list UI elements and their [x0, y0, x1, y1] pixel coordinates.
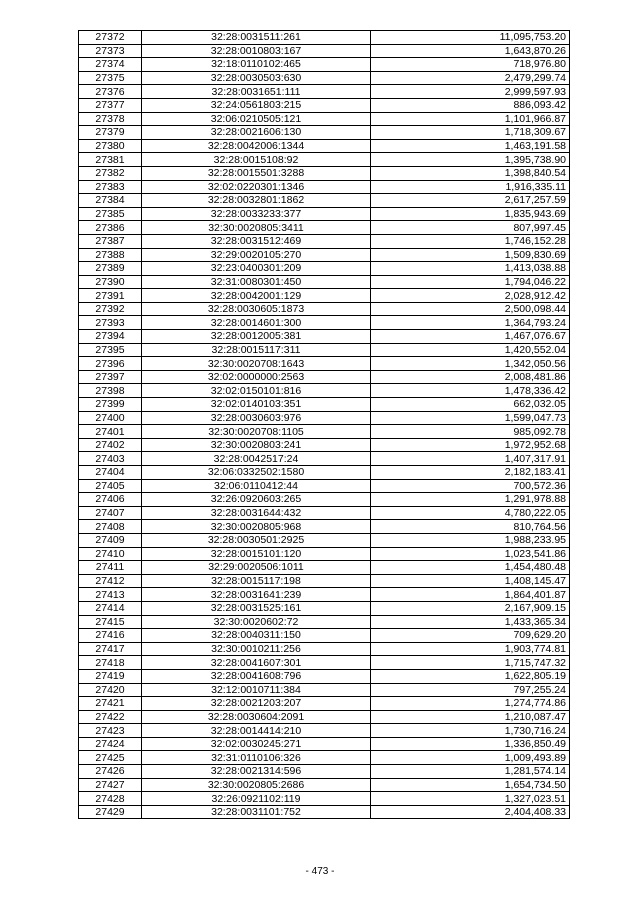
row-number-cell: 27404 — [79, 466, 142, 480]
table-row — [79, 438, 570, 452]
cadastral-value-cell: 1,746,152.28 — [371, 234, 570, 248]
row-number-cell: 27423 — [79, 724, 142, 738]
cadastral-number-cell: 32:28:0041607:301 — [142, 656, 371, 670]
table-row — [79, 629, 570, 643]
cadastral-number-cell: 32:02:0220301:1346 — [142, 180, 371, 194]
cadastral-number-cell: 32:24:0561803:215 — [142, 98, 371, 112]
table-row — [79, 642, 570, 656]
cadastral-value-cell: 1,210,087.47 — [371, 710, 570, 724]
cadastral-value-cell: 2,617,257.59 — [371, 194, 570, 208]
cadastral-number-cell: 32:28:0012005:381 — [142, 330, 371, 344]
table-row — [79, 248, 570, 262]
table-row — [79, 398, 570, 412]
table-row — [79, 302, 570, 316]
row-number-cell: 27389 — [79, 262, 142, 276]
row-number-cell: 27374 — [79, 58, 142, 72]
cadastral-number-cell: 32:28:0010803:167 — [142, 44, 371, 58]
table-row — [79, 615, 570, 629]
cadastral-number-cell: 32:28:0030605:1873 — [142, 302, 371, 316]
cadastral-value-cell: 1,509,830.69 — [371, 248, 570, 262]
cadastral-value-table — [78, 30, 570, 819]
row-number-cell: 27405 — [79, 479, 142, 493]
row-number-cell: 27403 — [79, 452, 142, 466]
row-number-cell: 27385 — [79, 207, 142, 221]
cadastral-value-cell: 1,467,076.67 — [371, 330, 570, 344]
table-row — [79, 669, 570, 683]
cadastral-number-cell: 32:30:0020805:968 — [142, 520, 371, 534]
cadastral-value-cell: 1,599,047.73 — [371, 411, 570, 425]
table-row — [79, 153, 570, 167]
cadastral-value-cell: 4,780,222.05 — [371, 506, 570, 520]
cadastral-number-cell: 32:06:0110412:44 — [142, 479, 371, 493]
cadastral-number-cell: 32:02:0140103:351 — [142, 398, 371, 412]
row-number-cell: 27380 — [79, 139, 142, 153]
cadastral-value-cell: 1,463,191.58 — [371, 139, 570, 153]
cadastral-number-cell: 32:31:0110106:326 — [142, 751, 371, 765]
table-row — [79, 262, 570, 276]
table-row — [79, 275, 570, 289]
cadastral-number-cell: 32:02:0150101:816 — [142, 384, 371, 398]
cadastral-value-cell: 1,291,978.88 — [371, 493, 570, 507]
cadastral-number-cell: 32:28:0030604:2091 — [142, 710, 371, 724]
row-number-cell: 27415 — [79, 615, 142, 629]
table-row — [79, 180, 570, 194]
table-body — [79, 31, 570, 819]
cadastral-value-cell: 1,413,038.88 — [371, 262, 570, 276]
row-number-cell: 27386 — [79, 221, 142, 235]
row-number-cell: 27414 — [79, 601, 142, 615]
cadastral-number-cell: 32:30:0020805:2686 — [142, 778, 371, 792]
cadastral-value-cell: 1,454,480.48 — [371, 561, 570, 575]
cadastral-value-cell: 2,167,909.15 — [371, 601, 570, 615]
cadastral-number-cell: 32:31:0080301:450 — [142, 275, 371, 289]
cadastral-value-cell: 1,730,716.24 — [371, 724, 570, 738]
row-number-cell: 27382 — [79, 166, 142, 180]
cadastral-value-cell: 1,395,738.90 — [371, 153, 570, 167]
cadastral-value-cell: 2,999,597.93 — [371, 85, 570, 99]
cadastral-value-cell: 1,478,336.42 — [371, 384, 570, 398]
row-number-cell: 27422 — [79, 710, 142, 724]
row-number-cell: 27398 — [79, 384, 142, 398]
cadastral-number-cell: 32:28:0030603:976 — [142, 411, 371, 425]
cadastral-value-cell: 1,988,233.95 — [371, 533, 570, 547]
cadastral-number-cell: 32:30:0010211:256 — [142, 642, 371, 656]
cadastral-number-cell: 32:26:0920603:265 — [142, 493, 371, 507]
row-number-cell: 27388 — [79, 248, 142, 262]
row-number-cell: 27412 — [79, 574, 142, 588]
row-number-cell: 27429 — [79, 805, 142, 819]
cadastral-value-cell: 797,255.24 — [371, 683, 570, 697]
row-number-cell: 27408 — [79, 520, 142, 534]
cadastral-number-cell: 32:29:0020105:270 — [142, 248, 371, 262]
cadastral-value-cell: 1,398,840.54 — [371, 166, 570, 180]
table-row — [79, 452, 570, 466]
table-row — [79, 166, 570, 180]
table-row — [79, 737, 570, 751]
table-row — [79, 588, 570, 602]
table-row — [79, 724, 570, 738]
cadastral-value-cell: 1,420,552.04 — [371, 343, 570, 357]
row-number-cell: 27391 — [79, 289, 142, 303]
cadastral-number-cell: 32:28:0031651:111 — [142, 85, 371, 99]
cadastral-value-cell: 807,997.45 — [371, 221, 570, 235]
table-row — [79, 574, 570, 588]
row-number-cell: 27413 — [79, 588, 142, 602]
cadastral-number-cell: 32:28:0015101:120 — [142, 547, 371, 561]
cadastral-value-cell: 1,364,793.24 — [371, 316, 570, 330]
table-row — [79, 601, 570, 615]
row-number-cell: 27411 — [79, 561, 142, 575]
table-row — [79, 411, 570, 425]
row-number-cell: 27416 — [79, 629, 142, 643]
row-number-cell: 27392 — [79, 302, 142, 316]
row-number-cell: 27375 — [79, 71, 142, 85]
row-number-cell: 27402 — [79, 438, 142, 452]
cadastral-number-cell: 32:30:0020708:1105 — [142, 425, 371, 439]
table-row — [79, 330, 570, 344]
table-row — [79, 31, 570, 45]
cadastral-number-cell: 32:28:0031644:432 — [142, 506, 371, 520]
cadastral-value-cell: 1,972,952.68 — [371, 438, 570, 452]
table-row — [79, 234, 570, 248]
cadastral-number-cell: 32:28:0042517:24 — [142, 452, 371, 466]
table-row — [79, 221, 570, 235]
row-number-cell: 27420 — [79, 683, 142, 697]
table-row — [79, 533, 570, 547]
cadastral-number-cell: 32:28:0042001:129 — [142, 289, 371, 303]
cadastral-value-cell: 11,095,753.20 — [371, 31, 570, 45]
row-number-cell: 27377 — [79, 98, 142, 112]
table-row — [79, 561, 570, 575]
row-number-cell: 27379 — [79, 126, 142, 140]
table-row — [79, 58, 570, 72]
row-number-cell: 27372 — [79, 31, 142, 45]
row-number-cell: 27425 — [79, 751, 142, 765]
cadastral-number-cell: 32:23:0400301:209 — [142, 262, 371, 276]
cadastral-number-cell: 32:12:0010711:384 — [142, 683, 371, 697]
table-row — [79, 697, 570, 711]
row-number-cell: 27376 — [79, 85, 142, 99]
cadastral-value-cell: 1,654,734.50 — [371, 778, 570, 792]
table-row — [79, 425, 570, 439]
row-number-cell: 27407 — [79, 506, 142, 520]
cadastral-value-cell: 1,023,541.86 — [371, 547, 570, 561]
row-number-cell: 27381 — [79, 153, 142, 167]
cadastral-value-cell: 2,182,183.41 — [371, 466, 570, 480]
row-number-cell: 27373 — [79, 44, 142, 58]
cadastral-number-cell: 32:30:0020803:241 — [142, 438, 371, 452]
row-number-cell: 27383 — [79, 180, 142, 194]
cadastral-number-cell: 32:28:0030503:630 — [142, 71, 371, 85]
row-number-cell: 27427 — [79, 778, 142, 792]
table-row — [79, 370, 570, 384]
cadastral-value-cell: 1,327,023.51 — [371, 792, 570, 806]
cadastral-value-cell: 709,629.20 — [371, 629, 570, 643]
cadastral-number-cell: 32:28:0041608:796 — [142, 669, 371, 683]
table-row — [79, 751, 570, 765]
cadastral-number-cell: 32:06:0332502:1580 — [142, 466, 371, 480]
cadastral-number-cell: 32:28:0015501:3288 — [142, 166, 371, 180]
table-row — [79, 506, 570, 520]
table-row — [79, 805, 570, 819]
table-row — [79, 289, 570, 303]
row-number-cell: 27384 — [79, 194, 142, 208]
table-row — [79, 493, 570, 507]
cadastral-value-cell: 1,794,046.22 — [371, 275, 570, 289]
cadastral-number-cell: 32:28:0032801:1862 — [142, 194, 371, 208]
cadastral-value-cell: 1,643,870.26 — [371, 44, 570, 58]
table-row — [79, 126, 570, 140]
cadastral-value-cell: 1,433,365.34 — [371, 615, 570, 629]
row-number-cell: 27387 — [79, 234, 142, 248]
table-row — [79, 207, 570, 221]
row-number-cell: 27400 — [79, 411, 142, 425]
cadastral-value-cell: 1,622,805.19 — [371, 669, 570, 683]
row-number-cell: 27417 — [79, 642, 142, 656]
cadastral-number-cell: 32:29:0020506:1011 — [142, 561, 371, 575]
row-number-cell: 27378 — [79, 112, 142, 126]
cadastral-number-cell: 32:02:0000000:2563 — [142, 370, 371, 384]
table-row — [79, 98, 570, 112]
table-row — [79, 85, 570, 99]
table-row — [79, 520, 570, 534]
table-row — [79, 343, 570, 357]
cadastral-value-cell: 1,718,309.67 — [371, 126, 570, 140]
row-number-cell: 27421 — [79, 697, 142, 711]
cadastral-value-cell: 662,032.05 — [371, 398, 570, 412]
cadastral-number-cell: 32:26:0921102:119 — [142, 792, 371, 806]
cadastral-value-cell: 2,008,481.86 — [371, 370, 570, 384]
cadastral-number-cell: 32:28:0021314:596 — [142, 765, 371, 779]
cadastral-value-cell: 2,479,299.74 — [371, 71, 570, 85]
cadastral-value-cell: 718,976.80 — [371, 58, 570, 72]
row-number-cell: 27406 — [79, 493, 142, 507]
cadastral-number-cell: 32:28:0021203:207 — [142, 697, 371, 711]
cadastral-number-cell: 32:30:0020805:3411 — [142, 221, 371, 235]
table-row — [79, 547, 570, 561]
cadastral-number-cell: 32:28:0014414:210 — [142, 724, 371, 738]
row-number-cell: 27424 — [79, 737, 142, 751]
table-row — [79, 792, 570, 806]
row-number-cell: 27396 — [79, 357, 142, 371]
cadastral-number-cell: 32:28:0031512:469 — [142, 234, 371, 248]
cadastral-value-cell: 1,342,050.56 — [371, 357, 570, 371]
table-row — [79, 384, 570, 398]
row-number-cell: 27397 — [79, 370, 142, 384]
table-row — [79, 194, 570, 208]
table-row — [79, 710, 570, 724]
table-row — [79, 656, 570, 670]
cadastral-number-cell: 32:28:0030501:2925 — [142, 533, 371, 547]
cadastral-value-cell: 810,764.56 — [371, 520, 570, 534]
cadastral-value-cell: 1,009,493.89 — [371, 751, 570, 765]
table-row — [79, 466, 570, 480]
table-row — [79, 112, 570, 126]
table-row — [79, 357, 570, 371]
cadastral-number-cell: 32:28:0021606:130 — [142, 126, 371, 140]
table-row — [79, 139, 570, 153]
cadastral-number-cell: 32:28:0031511:261 — [142, 31, 371, 45]
cadastral-number-cell: 32:28:0031641:239 — [142, 588, 371, 602]
cadastral-number-cell: 32:30:0020602:72 — [142, 615, 371, 629]
cadastral-number-cell: 32:28:0015117:311 — [142, 343, 371, 357]
table-row — [79, 71, 570, 85]
row-number-cell: 27428 — [79, 792, 142, 806]
cadastral-number-cell: 32:28:0040311:150 — [142, 629, 371, 643]
table-row — [79, 778, 570, 792]
cadastral-number-cell: 32:30:0020708:1643 — [142, 357, 371, 371]
cadastral-number-cell: 32:18:0110102:465 — [142, 58, 371, 72]
cadastral-value-cell: 886,093.42 — [371, 98, 570, 112]
row-number-cell: 27394 — [79, 330, 142, 344]
row-number-cell: 27418 — [79, 656, 142, 670]
cadastral-number-cell: 32:28:0014601:300 — [142, 316, 371, 330]
cadastral-value-cell: 1,101,966.87 — [371, 112, 570, 126]
cadastral-number-cell: 32:28:0042006:1344 — [142, 139, 371, 153]
cadastral-value-cell: 1,715,747.32 — [371, 656, 570, 670]
row-number-cell: 27399 — [79, 398, 142, 412]
cadastral-value-cell: 1,903,774.81 — [371, 642, 570, 656]
cadastral-value-cell: 1,916,335.11 — [371, 180, 570, 194]
cadastral-value-cell: 1,336,850.49 — [371, 737, 570, 751]
table-row — [79, 316, 570, 330]
cadastral-value-cell: 1,408,145.47 — [371, 574, 570, 588]
cadastral-value-cell: 2,404,408.33 — [371, 805, 570, 819]
cadastral-number-cell: 32:28:0031525:161 — [142, 601, 371, 615]
cadastral-value-cell: 1,274,774.86 — [371, 697, 570, 711]
table-row — [79, 765, 570, 779]
cadastral-number-cell: 32:28:0015117:198 — [142, 574, 371, 588]
cadastral-value-cell: 1,864,401.87 — [371, 588, 570, 602]
cadastral-number-cell: 32:28:0033233:377 — [142, 207, 371, 221]
row-number-cell: 27395 — [79, 343, 142, 357]
cadastral-number-cell: 32:28:0031101:752 — [142, 805, 371, 819]
cadastral-value-cell: 2,028,912.42 — [371, 289, 570, 303]
cadastral-number-cell: 32:02:0030245:271 — [142, 737, 371, 751]
row-number-cell: 27401 — [79, 425, 142, 439]
table-row — [79, 683, 570, 697]
cadastral-number-cell: 32:06:0210505:121 — [142, 112, 371, 126]
table-row — [79, 479, 570, 493]
cadastral-value-cell: 700,572.36 — [371, 479, 570, 493]
row-number-cell: 27409 — [79, 533, 142, 547]
cadastral-number-cell: 32:28:0015108:92 — [142, 153, 371, 167]
cadastral-value-cell: 1,281,574.14 — [371, 765, 570, 779]
cadastral-value-cell: 1,835,943.69 — [371, 207, 570, 221]
row-number-cell: 27419 — [79, 669, 142, 683]
row-number-cell: 27410 — [79, 547, 142, 561]
table-row — [79, 44, 570, 58]
row-number-cell: 27426 — [79, 765, 142, 779]
row-number-cell: 27393 — [79, 316, 142, 330]
cadastral-value-cell: 2,500,098.44 — [371, 302, 570, 316]
cadastral-value-cell: 1,407,317.91 — [371, 452, 570, 466]
row-number-cell: 27390 — [79, 275, 142, 289]
cadastral-value-cell: 985,092.78 — [371, 425, 570, 439]
page-number: - 473 - — [305, 866, 335, 877]
